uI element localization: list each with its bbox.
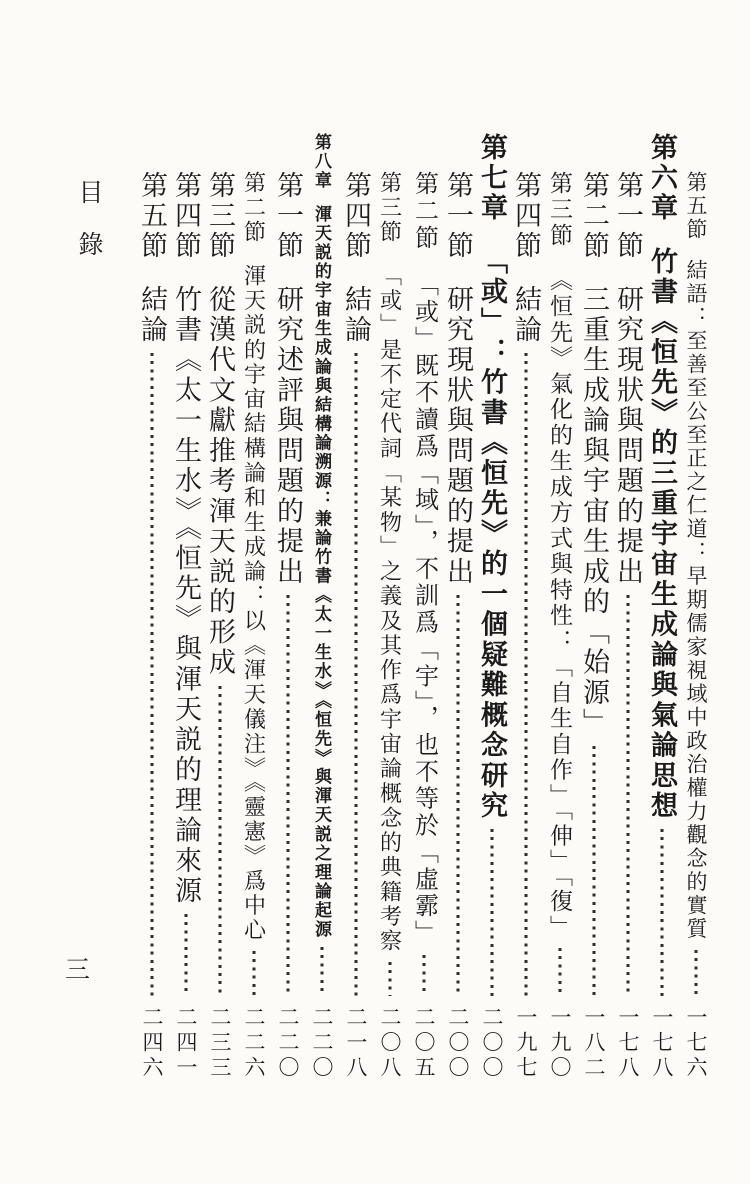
leader-dots (375, 954, 404, 1002)
toc-entry (647, 133, 676, 1081)
entry-label: 第四節 (171, 171, 201, 262)
entry-label: 第一節 (273, 171, 303, 262)
entry-title: 結論 (341, 284, 371, 346)
toc-entry (477, 133, 506, 1081)
entry-label: 第三節 (205, 171, 235, 262)
entry-label: 第四節 (341, 171, 371, 262)
toc-entry (273, 133, 302, 1081)
toc-entry (375, 133, 404, 1081)
entry-title: 「或」既不讀爲「域」，不訓爲「宇」，也不等於「虛霩」 (410, 272, 437, 947)
leader-dots (307, 939, 336, 1002)
entry-page-number: 二二六 (242, 1006, 266, 1081)
leader-dots (409, 947, 438, 1002)
leader-dots (137, 345, 166, 1002)
entry-page-number: 一七六 (684, 1006, 708, 1081)
entry-title: 渾天説的宇宙結構論和生成論：以《渾天儀注》《靈憲》爲中心 (241, 263, 267, 943)
toc-entry (579, 133, 608, 1081)
leader-dots (579, 738, 608, 1002)
entry-page-number: 一七八 (616, 1006, 640, 1081)
entry-page-number: 二二〇 (310, 1006, 334, 1081)
entry-label: 第二節 (410, 171, 437, 252)
entry-label: 第八章 (312, 133, 331, 191)
entry-title: 竹書《太一生水》《恒先》與渾天説的理論來源 (171, 284, 201, 907)
leader-dots (171, 906, 200, 1002)
entry-label: 第四節 (511, 171, 541, 262)
entry-page-number: 二三三 (208, 1006, 232, 1081)
entry-page-number: 一九七 (514, 1006, 538, 1081)
entry-title: 渾天説的宇宙生成論與結構論溯源：兼論竹書《太一生水》《恒先》與渾天説之理論起源 (312, 204, 331, 939)
toc-entry (545, 133, 574, 1081)
toc-entry (443, 133, 472, 1081)
entry-title: 竹書《恒先》的三重宇宙生成論與氣論思想 (647, 246, 677, 822)
entry-label: 第二節 (241, 171, 267, 245)
entry-title: 研究現狀與問題的提出 (613, 284, 643, 588)
entry-page-number: 二〇五 (412, 1006, 436, 1081)
leader-dots (545, 940, 574, 1002)
entry-label: 第三節 (547, 171, 572, 249)
leader-dots (647, 821, 676, 1002)
leader-dots (681, 942, 710, 1003)
entry-title: 三重生成論與宇宙生成的「始源」 (579, 284, 609, 739)
entry-page-number: 一八二 (582, 1006, 606, 1081)
entry-label: 第七章 (477, 133, 507, 224)
leader-dots (205, 678, 234, 1002)
entry-page-number: 二〇〇 (446, 1006, 470, 1081)
toc-entry (137, 133, 166, 1081)
entry-page-number: 二二〇 (276, 1006, 300, 1081)
leader-dots (477, 821, 506, 1002)
folio-page-number: 三 (65, 957, 91, 984)
leader-dots (511, 345, 540, 1002)
leader-dots (443, 587, 472, 1002)
entry-label: 第五節 (684, 171, 708, 242)
toc-entry (341, 133, 370, 1081)
leader-dots (613, 587, 642, 1002)
entry-title: 「或」：竹書《恒先》的一個疑難概念研究 (477, 246, 507, 822)
toc-header-title: 目錄 (75, 179, 102, 283)
leader-dots (341, 345, 370, 1002)
toc-entry (681, 133, 710, 1081)
entry-title: 研究現狀與問題的提出 (443, 284, 473, 588)
entry-title: 結論 (511, 284, 541, 346)
entry-page-number: 二四一 (174, 1006, 198, 1081)
entry-title: 《恒先》氣化的生成方式與特性：「自生自作」「伸」「復」 (547, 267, 572, 941)
entry-page-number: 二四六 (140, 1006, 164, 1081)
entry-label: 第一節 (613, 171, 643, 262)
entry-label: 第五節 (137, 171, 167, 262)
entry-title: 結論 (137, 284, 167, 346)
entry-page-number: 一九〇 (548, 1006, 572, 1081)
entry-label: 第二節 (579, 171, 609, 262)
toc-entry (511, 133, 540, 1081)
entry-page-number: 二〇八 (378, 1006, 402, 1081)
entry-page-number: 二〇〇 (480, 1006, 504, 1081)
entry-title: 從漢代文獻推考渾天説的形成 (205, 284, 235, 678)
leader-dots (273, 587, 302, 1002)
entry-page-number: 一七八 (650, 1006, 674, 1081)
toc-entry-list (132, 133, 710, 1081)
toc-entry (205, 133, 234, 1081)
toc-entry (613, 133, 642, 1081)
leader-dots (239, 943, 268, 1002)
toc-entry (307, 133, 336, 1081)
toc-entry (239, 133, 268, 1081)
toc-entry (409, 133, 438, 1081)
toc-entry (171, 133, 200, 1081)
entry-label: 第六章 (647, 133, 677, 224)
entry-page-number: 二一八 (344, 1006, 368, 1081)
entry-label: 第三節 (377, 171, 403, 245)
entry-title: 「或」是不定代詞「某物」之義及其作爲宇宙論概念的典籍考察 (377, 263, 403, 954)
entry-title: 結語：至善至公至正之仁道：早期儒家視域中政治權力觀念的實質 (684, 259, 708, 942)
entry-label: 第一節 (443, 171, 473, 262)
entry-title: 研究述評與問題的提出 (273, 284, 303, 588)
